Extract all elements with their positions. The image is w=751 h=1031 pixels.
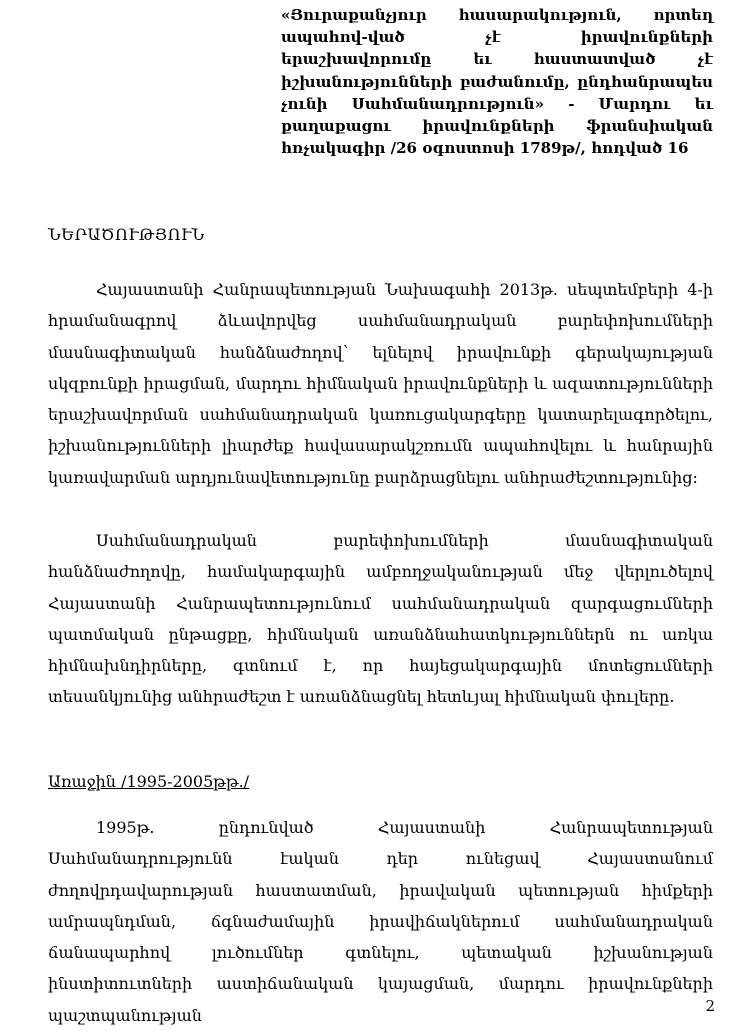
paragraph-2: Սահմանադրական բարեփոխումների մասնագիտական հանձնաժողովը, համակարգային ամբողջականության մեջ վերլուծելով Հայաստանի Հանրապետությունում սահմանադրական զարգացումների պատմական ընթացքը, հիմնական առանձնահատկություններն ու առկա հիմնախնդիրները, գտնում է, որ հայեցակարգային մոտեցումների տեսանկյունից անհրաժեշտ է առանձնացնել հետևյալ հիմնական փուլերը. [48,531,713,707]
paragraph-1: Հայաստանի Հանրապետության Նախագահի 2013թ. սեպտեմբերի 4-ի հրամանագրով ձևավորվեց սահմանադրական բարեփոխումների մասնագիտական հանձնաժողով՝ ելնելով իրավունքի գերակայության սկզբունքի իրացման, մարդու հիմնական իրավունքների և ազատությունների երաշխավորման սահմանադրական կառուցակարգերը կատարելագործելու, իշխանությունների լիարժեք հավասարակշռումն ապահովելու և հանրային կառավարման արդյունավետությունը բարձրացնելու անհրաժեշտությունից: [48,280,713,487]
paragraph-3: 1995թ. ընդունված Հայաստանի Հանրապետության Սահմանադրությունն էական դեր ունեցավ Հայաստանում ժողովրդավարության հաստատման, իրավական պետության հիմքերի ամրապնդման, ճգնաժամային իրավիճակներում սահմանադրական ճանապարհով լուծումներ գտնելու, պետական իշխանության ինստիտուտների աստիճանական կայացման, մարդու իրավունքների պաշտպանության [48,818,713,1025]
section-heading-introduction: ՆԵՐԱԾՈՒԹՅՈՒՆ [48,225,205,244]
epigraph-quote: «Յուրաքանչյուր հասարակություն, որտեղ ապահով-ված չէ իրավունքների երաշխավորումը եւ հաստատված չէ իշխանությունների բաժանումը, ընդհանրապես չունի Սահմանադրություն» - Մարդու եւ քաղաքացու իրավունքների ֆրանսիական հռչակագիր /26 օգոստոսի 1789թ/, հոդված 16 [281,6,713,158]
page-number: 2 [705,997,715,1015]
period-subheading: Առաջին /1995-2005թթ./ [48,772,250,791]
